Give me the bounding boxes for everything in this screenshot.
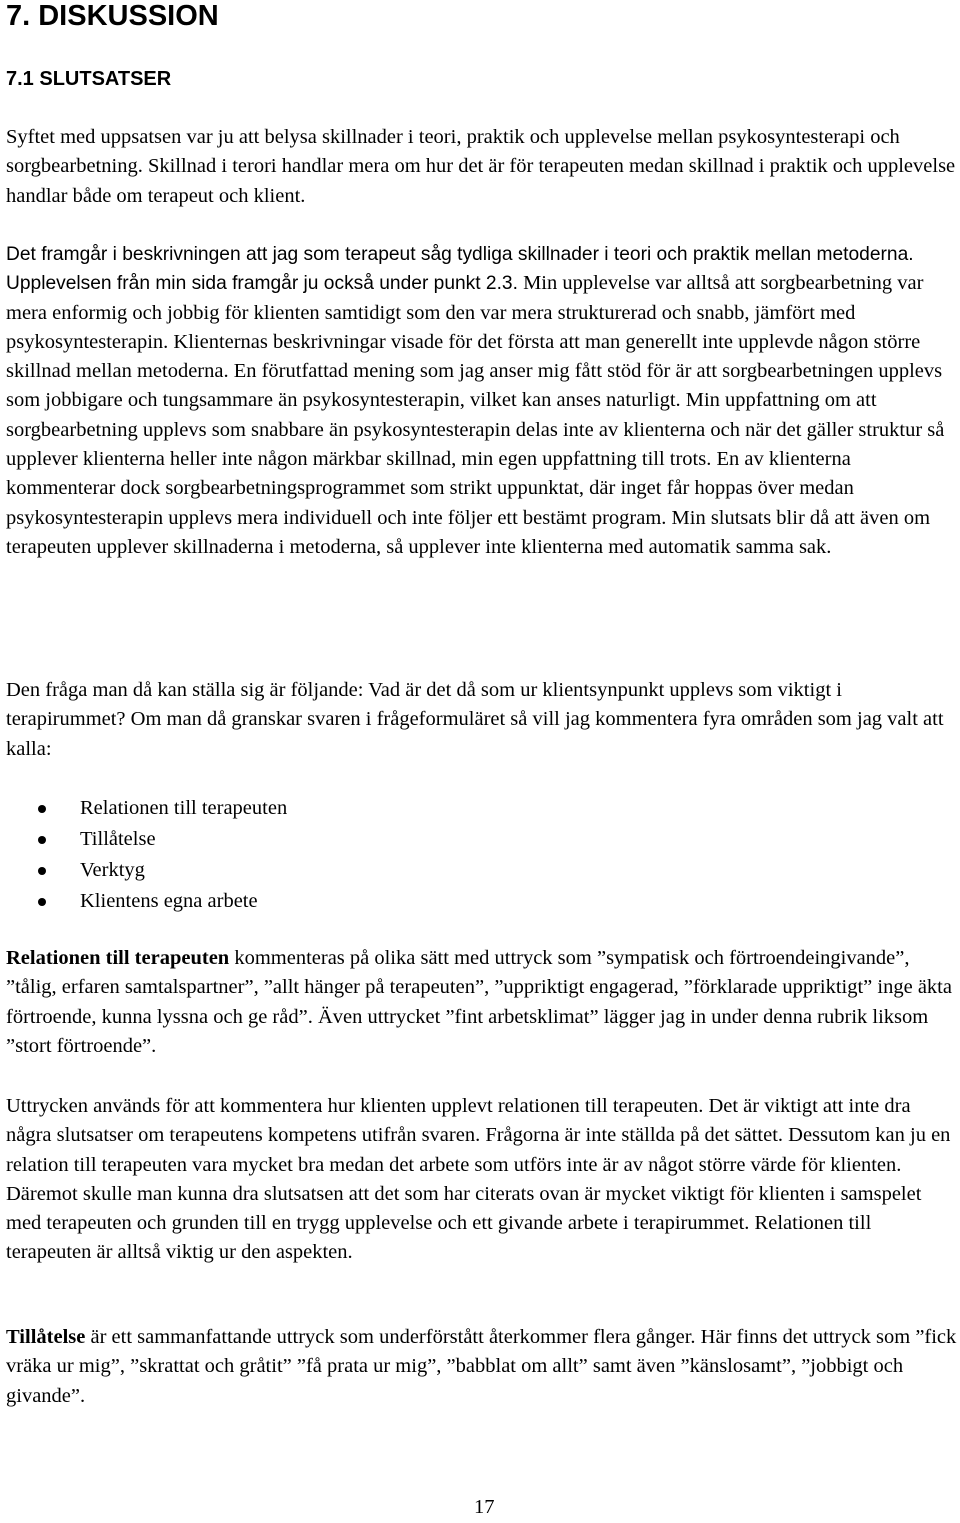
list-item-text: Verktyg — [80, 859, 145, 881]
paragraph-permission-term: Tillåtelse — [6, 1326, 86, 1348]
list-item-text: Klientens egna arbete — [80, 890, 258, 912]
bullet-icon — [38, 805, 46, 813]
bullet-icon — [38, 836, 46, 844]
paragraph-relation-term: Relationen till terapeuten — [6, 947, 230, 969]
list-item — [6, 824, 287, 855]
bullet-icon — [38, 898, 46, 906]
list-item — [6, 793, 287, 824]
paragraph-conclusion-intro: Det framgår i beskrivningen att jag som terapeut såg tydliga skillnader i teori och praktik mellan metoderna. Upplevelsen från min sida framgår ju också under punkt 2.3. — [6, 244, 914, 295]
paragraph-relation-body: kommenteras på olika sätt med uttryck som ”sympatisk och förtroendeingivande”, ”tålig, erfaren samtalspartner”, ”allt hänger på terapeuten”, ”uppriktigt engagerad, ”förklarade uppriktigt” inge äkta förtroende, kunna lyssna och ge råd”. Även uttrycket ”fint arbetsklimat” lägger jag in under denna rubrik liksom ”stort förtroende”. — [6, 947, 952, 1057]
bullet-icon — [38, 867, 46, 875]
paragraph-relation — [6, 944, 958, 1061]
list-item-text: Relationen till terapeuten — [80, 797, 288, 819]
paragraph-expressions: Uttrycken används för att kommentera hur klienten upplevt relationen till terapeuten. Det är viktigt att inte dra några slutsatser om terapeutens kompetens utifrån svaren. Frågorna är inte ställda på det sättet. Dessutom kan ju en relation till terapeuten vara mycket bra medan det arbete som utförs inte är av något större värde för klienten. Däremot skulle man kunna dra slutsatsen att det som har citerats ovan är mycket viktigt för klienten i samspelet med terapeuten och grunden till en trygg upplevelse och ett givande arbete i terapirummet. Relationen till terapeuten är alltså viktig ur den aspekten. — [6, 1095, 951, 1264]
paragraph-conclusion — [6, 240, 958, 562]
list-item — [6, 886, 287, 917]
paragraph-permission-body: är ett sammanfattande uttryck som underförstått återkommer flera gånger. Här finns det uttryck som ”fick vräka ur mig”, ”skrattat och gråtit” ”få prata ur mig”, ”babblat om allt” samt även ”känslosamt”, ”jobbigt och givande”. — [6, 1326, 957, 1407]
page-number: 17 — [474, 1496, 495, 1518]
paragraph-purpose: Syftet med uppsatsen var ju att belysa skillnader i teori, praktik och upplevelse mellan psykosyntesterapi och sorgbearbetning. Skillnad i terori handlar mera om hur det är för terapeuten medan skillnad i praktik och upplevelse handlar både om terapeut och klient. — [6, 126, 956, 207]
chapter-heading: 7. DISKUSSION — [6, 0, 219, 32]
paragraph-question: Den fråga man då kan ställa sig är följande: Vad är det då som ur klientsynpunkt upplevs som viktigt i terapirummet? Om man då granskar svaren i frågeformuläret så vill jag kommentera fyra områden som jag valt att kalla: — [6, 679, 944, 760]
paragraph-conclusion-body: Min upplevelse var alltså att sorgbearbetning var mera enformig och jobbig för klienten samtidigt som den var mera strukturerad och snabb, jämfört med psykosyntesterapin. Klienternas beskrivningar visade för det första att man generellt inte upplevde någon större skillnad mellan metoderna. En förutfattad mening som jag anser mig fått stöd för är att sorgbearbetningen upplevs som jobbigare och tungsammare än psykosyntesterapin, vilket kan anses naturligt. Min uppfattning om att sorgbearbetning upplevs som snabbare än psykosyntesterapin delas inte av klienterna och när det gäller struktur så upplever klienterna heller inte någon märkbar skillnad, min egen uppfattning till trots. En av klienterna kommenterar dock sorgbearbetningsprogrammet som strikt uppunktat, där inget får hoppas över medan psykosyntesterapin upplevs mera individuell och inte följer ett bestämt program. Min slutsats blir då att även om terapeuten upplever skillnaderna i metoderna, så upplever inte klienterna med automatik samma sak. — [6, 272, 945, 558]
paragraph-permission — [6, 1323, 958, 1411]
areas-list — [6, 793, 287, 917]
list-item-text: Tillåtelse — [80, 828, 156, 850]
list-item — [6, 855, 287, 886]
section-heading: 7.1 SLUTSATSER — [6, 68, 172, 90]
